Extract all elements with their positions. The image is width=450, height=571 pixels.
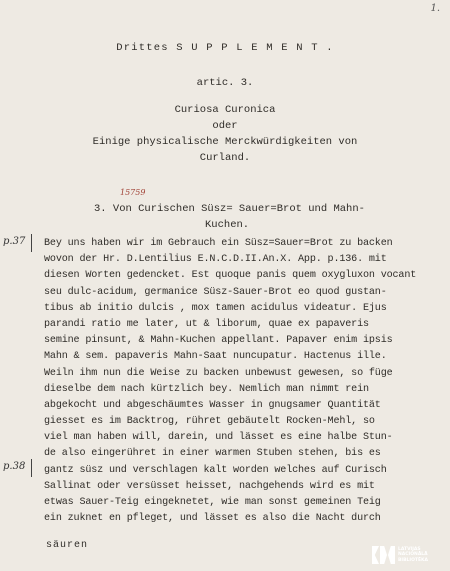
body-line: seu dulc-acidum, germanice Süsz-Sauer-Brot eo quod gustan-: [44, 286, 387, 298]
body-line: ein zuknet en pfleget, und lässet es also die Nacht durch: [44, 513, 381, 525]
body-line: etwas Sauer-Teig eingeknetet, wie man sonst gemeinen Teig: [44, 497, 381, 508]
article-label: artic. 3.: [196, 77, 254, 89]
body-line: viel man haben will, darein, und lässet es eine halbe Stun-: [44, 432, 393, 444]
title-line-2: oder: [212, 120, 238, 132]
margin-page-ref: p.38: [3, 461, 26, 472]
library-logo-text: LATVIJAS NACIONĀLĀ BIBLIOTĒKA: [398, 546, 429, 563]
margin-bracket: [31, 234, 32, 252]
library-logo-icon: [372, 546, 395, 564]
body-line: semine pinsunt, & Mahn-Kuchen appellant. Papaver enim ipsis: [44, 335, 393, 347]
body-line: tibus ab initio dulcis , mox tamen acidulus videatur. Ejus: [44, 302, 387, 314]
body-line: giesset es im Backtrog, rühret gebäutelt Rocken-Mehl, so: [44, 416, 375, 428]
body-line: parandi ratio me later, ut & liborum, quae ex papaveris: [44, 318, 369, 330]
margin-page-ref: p.37: [3, 236, 26, 247]
library-logo: [372, 543, 446, 567]
title-line-3: Einige physicalische Merckwürdigkeiten von: [92, 136, 358, 148]
title-line-1: Curiosa Curonica: [174, 104, 276, 116]
body-line: Mahn & sem. papaveris Mahn-Saat nuncupatur. Hactenus ille.: [44, 351, 387, 363]
body-line: Bey uns haben wir im Gebrauch ein Süsz=Sauer=Brot zu backen: [44, 238, 393, 249]
body-line: gantz süsz und verschlagen kalt worden welches auf Curisch: [44, 464, 387, 476]
body-text: [44, 236, 446, 527]
body-line: Sallinat oder versüsset heisset, nachgehends wird es mit: [44, 480, 375, 492]
body-line: Weiln ihm nun die Weise zu backen unbewust gewesen, so füge: [44, 367, 393, 379]
title-line-4: Curland.: [199, 152, 251, 164]
body-line: de also eingerühret in einer warmen Stuben stehen, bis es: [44, 448, 381, 460]
body-line: dieselbe dem nach kürtzlich bey. Nemlich man nimmt rein: [44, 383, 369, 395]
body-line: abgekocht und abgeschäumtes Wasser in gnugsamer Quantität: [44, 399, 381, 411]
handwritten-section-number: 15759: [120, 188, 146, 197]
section-heading-line-1: 3. Von Curischen Süsz= Sauer=Brot und Mahn-: [94, 203, 365, 215]
supplement-title: Drittes S U P P L E M E N T .: [116, 42, 334, 54]
page-corner-mark: 1.: [430, 3, 440, 14]
body-line: wovon der Hr. D.Lentilius E.N.C.D.II.An.X. App. p.136. mit: [44, 254, 387, 266]
catchword: säuren: [46, 540, 89, 551]
margin-bracket: [31, 459, 32, 477]
body-line: diesen Worten gedencket. Est quoque panis quem oxygluxon vocant: [44, 270, 417, 282]
section-heading-line-2: Kuchen.: [205, 219, 250, 231]
